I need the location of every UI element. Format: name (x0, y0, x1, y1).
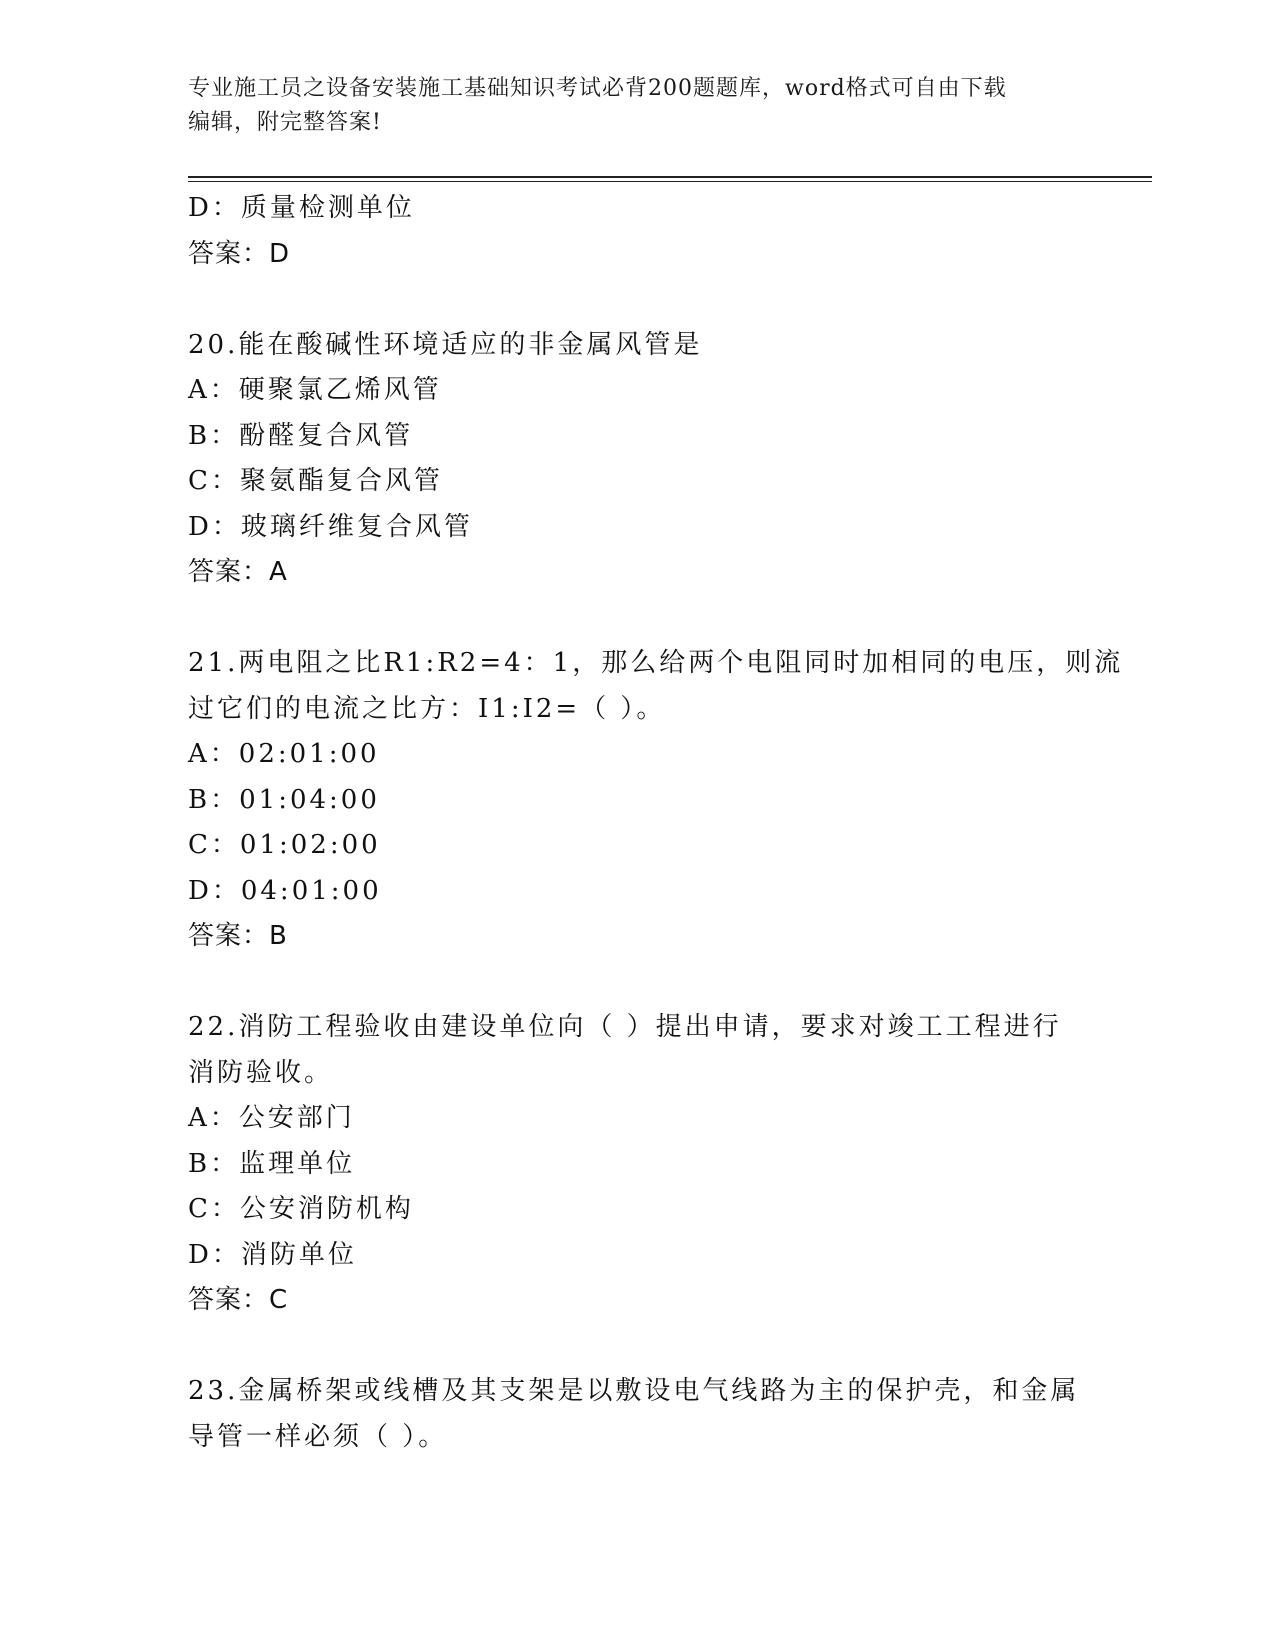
option-d: D：质量检测单位 (188, 193, 415, 223)
option-b: B：监理单位 (188, 1148, 356, 1179)
question-23 (188, 1369, 1088, 1460)
option-c: C：公安消防机构 (188, 1194, 414, 1224)
document-header (188, 72, 1068, 140)
question-21 (188, 641, 1124, 960)
option-d: D：玻璃纤维复合风管 (188, 511, 473, 542)
answer: 答案：D (188, 238, 291, 269)
question-text-line-2: 过它们的电流之比方：I1:I2=（ ）。 (188, 693, 666, 724)
question-22 (188, 1005, 1088, 1324)
question-19-tail (188, 186, 1088, 277)
option-a: A：硬聚氯乙烯风管 (188, 375, 442, 405)
answer: 答案：B (188, 921, 288, 951)
option-b: B：酚醛复合风管 (188, 420, 414, 451)
question-20 (188, 323, 1088, 596)
option-c: C：01:02:00 (188, 830, 381, 860)
question-text-line-1: 21.两电阻之比R1:R2=4：1，那么给两个电阻同时加相同的电压，则流 (188, 648, 1124, 678)
answer: 答案：A (188, 557, 288, 587)
option-b: B：01:04:00 (188, 784, 380, 815)
header-title-line-2: 编辑，附完整答案! (188, 110, 382, 135)
option-c: C：聚氨酯复合风管 (188, 466, 443, 496)
question-text-line-1: 23.金属桥架或线槽及其支架是以敷设电气线路为主的保护壳，和金属 (188, 1376, 1080, 1406)
option-a: A：02:01:00 (188, 739, 380, 769)
header-title-line-1: 专业施工员之设备安装施工基础知识考试必背200题题库，word格式可自由下载 (188, 76, 1007, 101)
option-d: D：04:01:00 (188, 875, 382, 906)
question-text-line-2: 消防验收。 (188, 1057, 334, 1088)
option-a: A：公安部门 (188, 1103, 355, 1133)
question-text: 20.能在酸碱性环境适应的非金属风管是 (188, 329, 703, 360)
question-list (188, 186, 1124, 1460)
answer: 答案：C (188, 1285, 289, 1315)
header-divider-thin (188, 181, 1152, 182)
option-d: D：消防单位 (188, 1239, 357, 1270)
question-text-line-2: 导管一样必须（ ）。 (188, 1421, 448, 1452)
header-divider-thick (188, 176, 1152, 178)
question-text-line-1: 22.消防工程验收由建设单位向（ ）提出申请，要求对竣工工程进行 (188, 1012, 1062, 1042)
